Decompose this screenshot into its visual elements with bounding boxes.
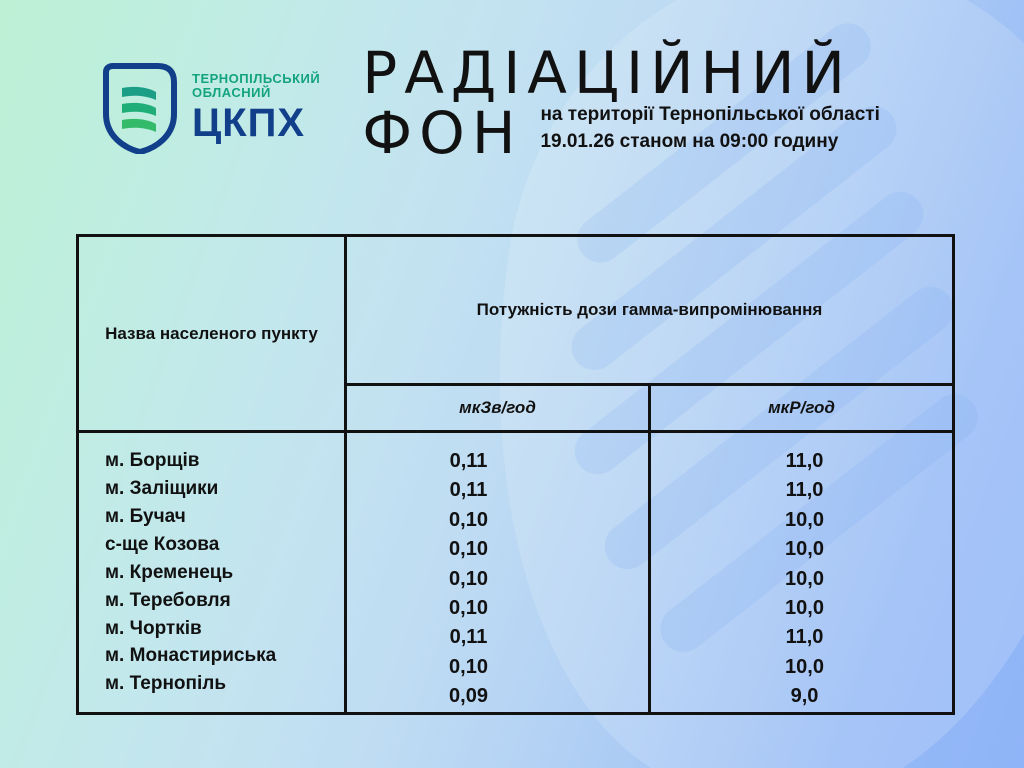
list-item: 0,09 (449, 685, 488, 708)
page-title-line-1: РАДІАЦІЙНИЙ (362, 39, 852, 107)
list-item: 10,0 (785, 508, 824, 531)
list-item: 10,0 (785, 596, 824, 619)
list-item: м. Теребовля (105, 589, 231, 611)
settlement-name-cell (78, 432, 346, 714)
list-item: 0,10 (449, 567, 488, 590)
list-item: м. Кременець (105, 561, 234, 583)
list-item: 0,11 (449, 626, 488, 649)
list-item: 11,0 (785, 479, 824, 502)
usv-values-cell (346, 432, 650, 714)
list-item: 0,11 (449, 450, 488, 472)
list-item: м. Тернопіль (105, 673, 227, 695)
list-item: 10,0 (785, 655, 824, 678)
list-item: 11,0 (785, 626, 824, 649)
brand-text (192, 72, 320, 143)
list-item: м. Борщів (105, 450, 200, 471)
list-item: м. Чортків (105, 617, 202, 639)
brand-line-2: ОБЛАСНИЙ (192, 85, 271, 100)
list-item: м. Бучач (105, 505, 186, 527)
list-item: 0,10 (449, 655, 488, 678)
list-item: 10,0 (785, 567, 824, 590)
brand-abbreviation: ЦКПХ (192, 100, 306, 145)
list-item: 0,10 (449, 596, 488, 619)
ur-value-list (651, 433, 952, 712)
list-item: м. Заліщики (105, 477, 219, 499)
table-header-row (78, 236, 954, 385)
unit-header-usv: мкЗв/год (346, 385, 650, 432)
list-item: м. Монастириська (105, 645, 277, 667)
column-header-dose-rate: Потужність дози гамма-випромінювання (346, 236, 954, 385)
list-item: 0,10 (449, 538, 488, 561)
list-item: с-ще Козова (105, 533, 220, 555)
ur-values-cell (650, 432, 954, 714)
list-item: 11,0 (785, 450, 824, 472)
title-block (362, 39, 984, 167)
poster-header (0, 0, 1024, 220)
list-item: 10,0 (785, 538, 824, 561)
table-body-row (78, 432, 954, 714)
radiation-table-wrapper (76, 234, 952, 715)
brand-logo (100, 62, 320, 154)
unit-header-ur: мкР/год (650, 385, 954, 432)
brand-line-1: ТЕРНОПІЛЬСЬКИЙ (192, 71, 321, 87)
list-item: 9,0 (790, 685, 819, 708)
shield-logo-icon (100, 62, 178, 154)
page-subtitle: на території Тернопільської області 19.01.26 станом на 09:00 годину (540, 104, 880, 152)
list-item: 0,10 (449, 508, 488, 531)
radiation-table (76, 234, 955, 715)
list-item: 0,11 (449, 479, 488, 502)
column-header-settlement: Назва населеного пункту (78, 236, 346, 432)
page-title-line-2: ФОН (362, 98, 523, 167)
title-second-row (362, 98, 984, 167)
usv-value-list (347, 433, 648, 712)
settlement-name-list (79, 433, 344, 698)
